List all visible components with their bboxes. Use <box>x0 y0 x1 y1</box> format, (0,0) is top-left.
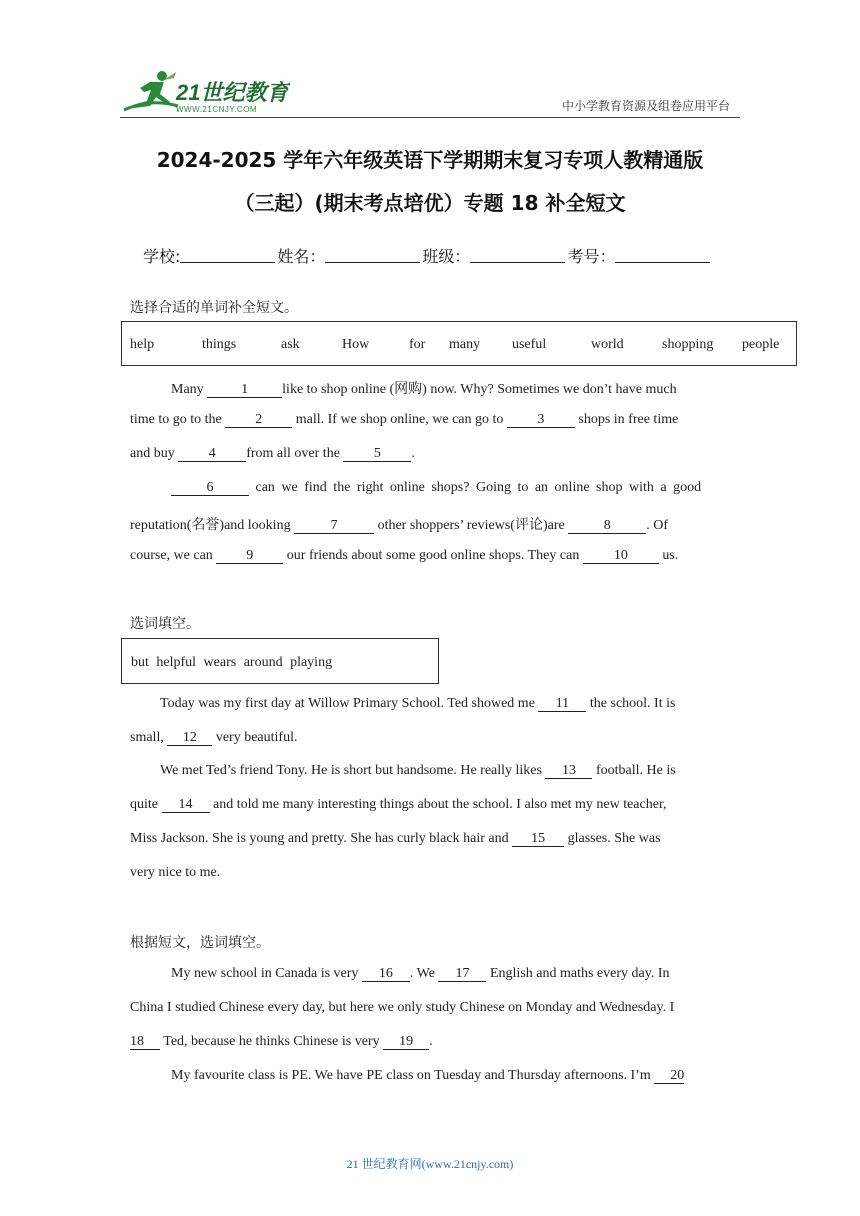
passage3-line: 18 Ted, because he thinks Chinese is very 19 . <box>130 1034 433 1049</box>
passage1-line: and buy 4 from all over the 5 . <box>130 446 415 461</box>
passage2-line: We met Ted’s friend Tony. He is short but handsome. He really likes 13 football. He is <box>160 763 676 778</box>
page-title-line2: （三起）(期末考点培优）专题 18 补全短文 <box>234 191 626 215</box>
passage1-line: course, we can 9 our friends about some good online shops. They can 10 us. <box>130 548 679 563</box>
blank-1[interactable]: 1 <box>207 382 282 398</box>
blank-20[interactable]: 20 <box>654 1068 684 1084</box>
passage1-line: 6 can we find the right online shops? Going to an online shop with a good <box>171 480 701 496</box>
blank-4[interactable]: 4 <box>178 446 246 462</box>
passage2-line: small, 12 very beautiful. <box>130 730 298 745</box>
blank-12[interactable]: 12 <box>167 730 212 746</box>
passage2-line: very nice to me. <box>130 865 221 880</box>
school-label: 学校: <box>143 247 181 266</box>
blank-9[interactable]: 9 <box>216 548 283 564</box>
number-label: 考号： <box>567 247 616 266</box>
blank-13[interactable]: 13 <box>545 763 592 779</box>
blank-8[interactable]: 8 <box>568 518 646 534</box>
blank-19[interactable]: 19 <box>383 1034 429 1050</box>
section2-instruction: 选词填空。 <box>130 616 200 632</box>
blank-15[interactable]: 15 <box>512 831 564 847</box>
blank-3[interactable]: 3 <box>507 412 575 428</box>
header-divider <box>120 117 740 118</box>
word-bank-item: for <box>409 337 426 352</box>
section3-instruction: 根据短文，选词填空。 <box>130 935 270 951</box>
word-bank-item: world <box>591 337 624 352</box>
section1-instruction: 选择合适的单词补全短文。 <box>130 300 298 316</box>
blank-7[interactable]: 7 <box>294 518 374 534</box>
student-info <box>143 244 712 267</box>
blank-2[interactable]: 2 <box>225 412 292 428</box>
passage3-line: China I studied Chinese every day, but here we only study Chinese on Monday and Wednesday. I <box>130 1000 675 1015</box>
page-title-line1: 2024-2025 学年六年级英语下学期期末复习专项人教精通版 <box>156 148 704 172</box>
word-bank-item: useful <box>512 337 547 352</box>
blank-6[interactable]: 6 <box>171 480 249 496</box>
blank-11[interactable]: 11 <box>538 696 586 712</box>
name-label: 姓名： <box>277 247 326 266</box>
blank-16[interactable]: 16 <box>362 966 410 982</box>
runner-icon <box>124 71 178 110</box>
blank-14[interactable]: 14 <box>162 797 210 813</box>
passage2-line: Miss Jackson. She is young and pretty. She has curly black hair and 15 glasses. She was <box>130 831 661 846</box>
passage2-line: Today was my first day at Willow Primary School. Ted showed me 11 the school. It is <box>160 696 676 711</box>
word-bank-item: ask <box>281 337 300 352</box>
word-bank-item: help <box>130 337 155 352</box>
logo <box>120 68 290 118</box>
number-field[interactable] <box>615 244 710 263</box>
word-bank-words: but helpful wears around playing <box>131 655 333 670</box>
class-field[interactable] <box>470 244 565 263</box>
blank-18[interactable]: 18 <box>130 1034 160 1050</box>
school-field[interactable] <box>180 244 275 263</box>
class-label: 班级： <box>422 247 471 266</box>
word-bank-item: things <box>202 337 237 352</box>
word-bank-item: shopping <box>662 337 714 352</box>
platform-label: 中小学教育资源及组卷应用平台 <box>561 99 730 113</box>
blank-17[interactable]: 17 <box>438 966 486 982</box>
logo-text: 21世纪教育 <box>176 80 289 105</box>
blank-10[interactable]: 10 <box>583 548 659 564</box>
word-bank-1 <box>121 321 797 366</box>
passage3-line: My favourite class is PE. We have PE class on Tuesday and Thursday afternoons. I’m 20 <box>171 1068 685 1083</box>
name-field[interactable] <box>325 244 420 263</box>
footer-text: 21 世纪教育网(www.21cnjy.com) <box>346 1157 514 1171</box>
passage2-line: quite 14 and told me many interesting things about the school. I also met my new teacher, <box>130 797 667 812</box>
word-bank-item: How <box>342 337 370 352</box>
word-bank-item: people <box>742 337 780 352</box>
blank-5[interactable]: 5 <box>343 446 411 462</box>
passage3-line: My new school in Canada is very 16 . We 17 English and maths every day. In <box>171 966 670 981</box>
passage1-line: time to go to the 2 mall. If we shop online, we can go to 3 shops in free time <box>130 412 679 427</box>
word-bank-item: many <box>449 337 481 352</box>
word-bank-2 <box>121 638 439 684</box>
passage1-line: Many 1 like to shop online (网购) now. Why? Sometimes we don’t have much <box>171 382 677 397</box>
passage1-line: reputation(名誉)and looking 7 other shoppers’ reviews(评论)are 8 . Of <box>130 518 668 533</box>
logo-url: WWW.21CNJY.COM <box>176 105 258 114</box>
